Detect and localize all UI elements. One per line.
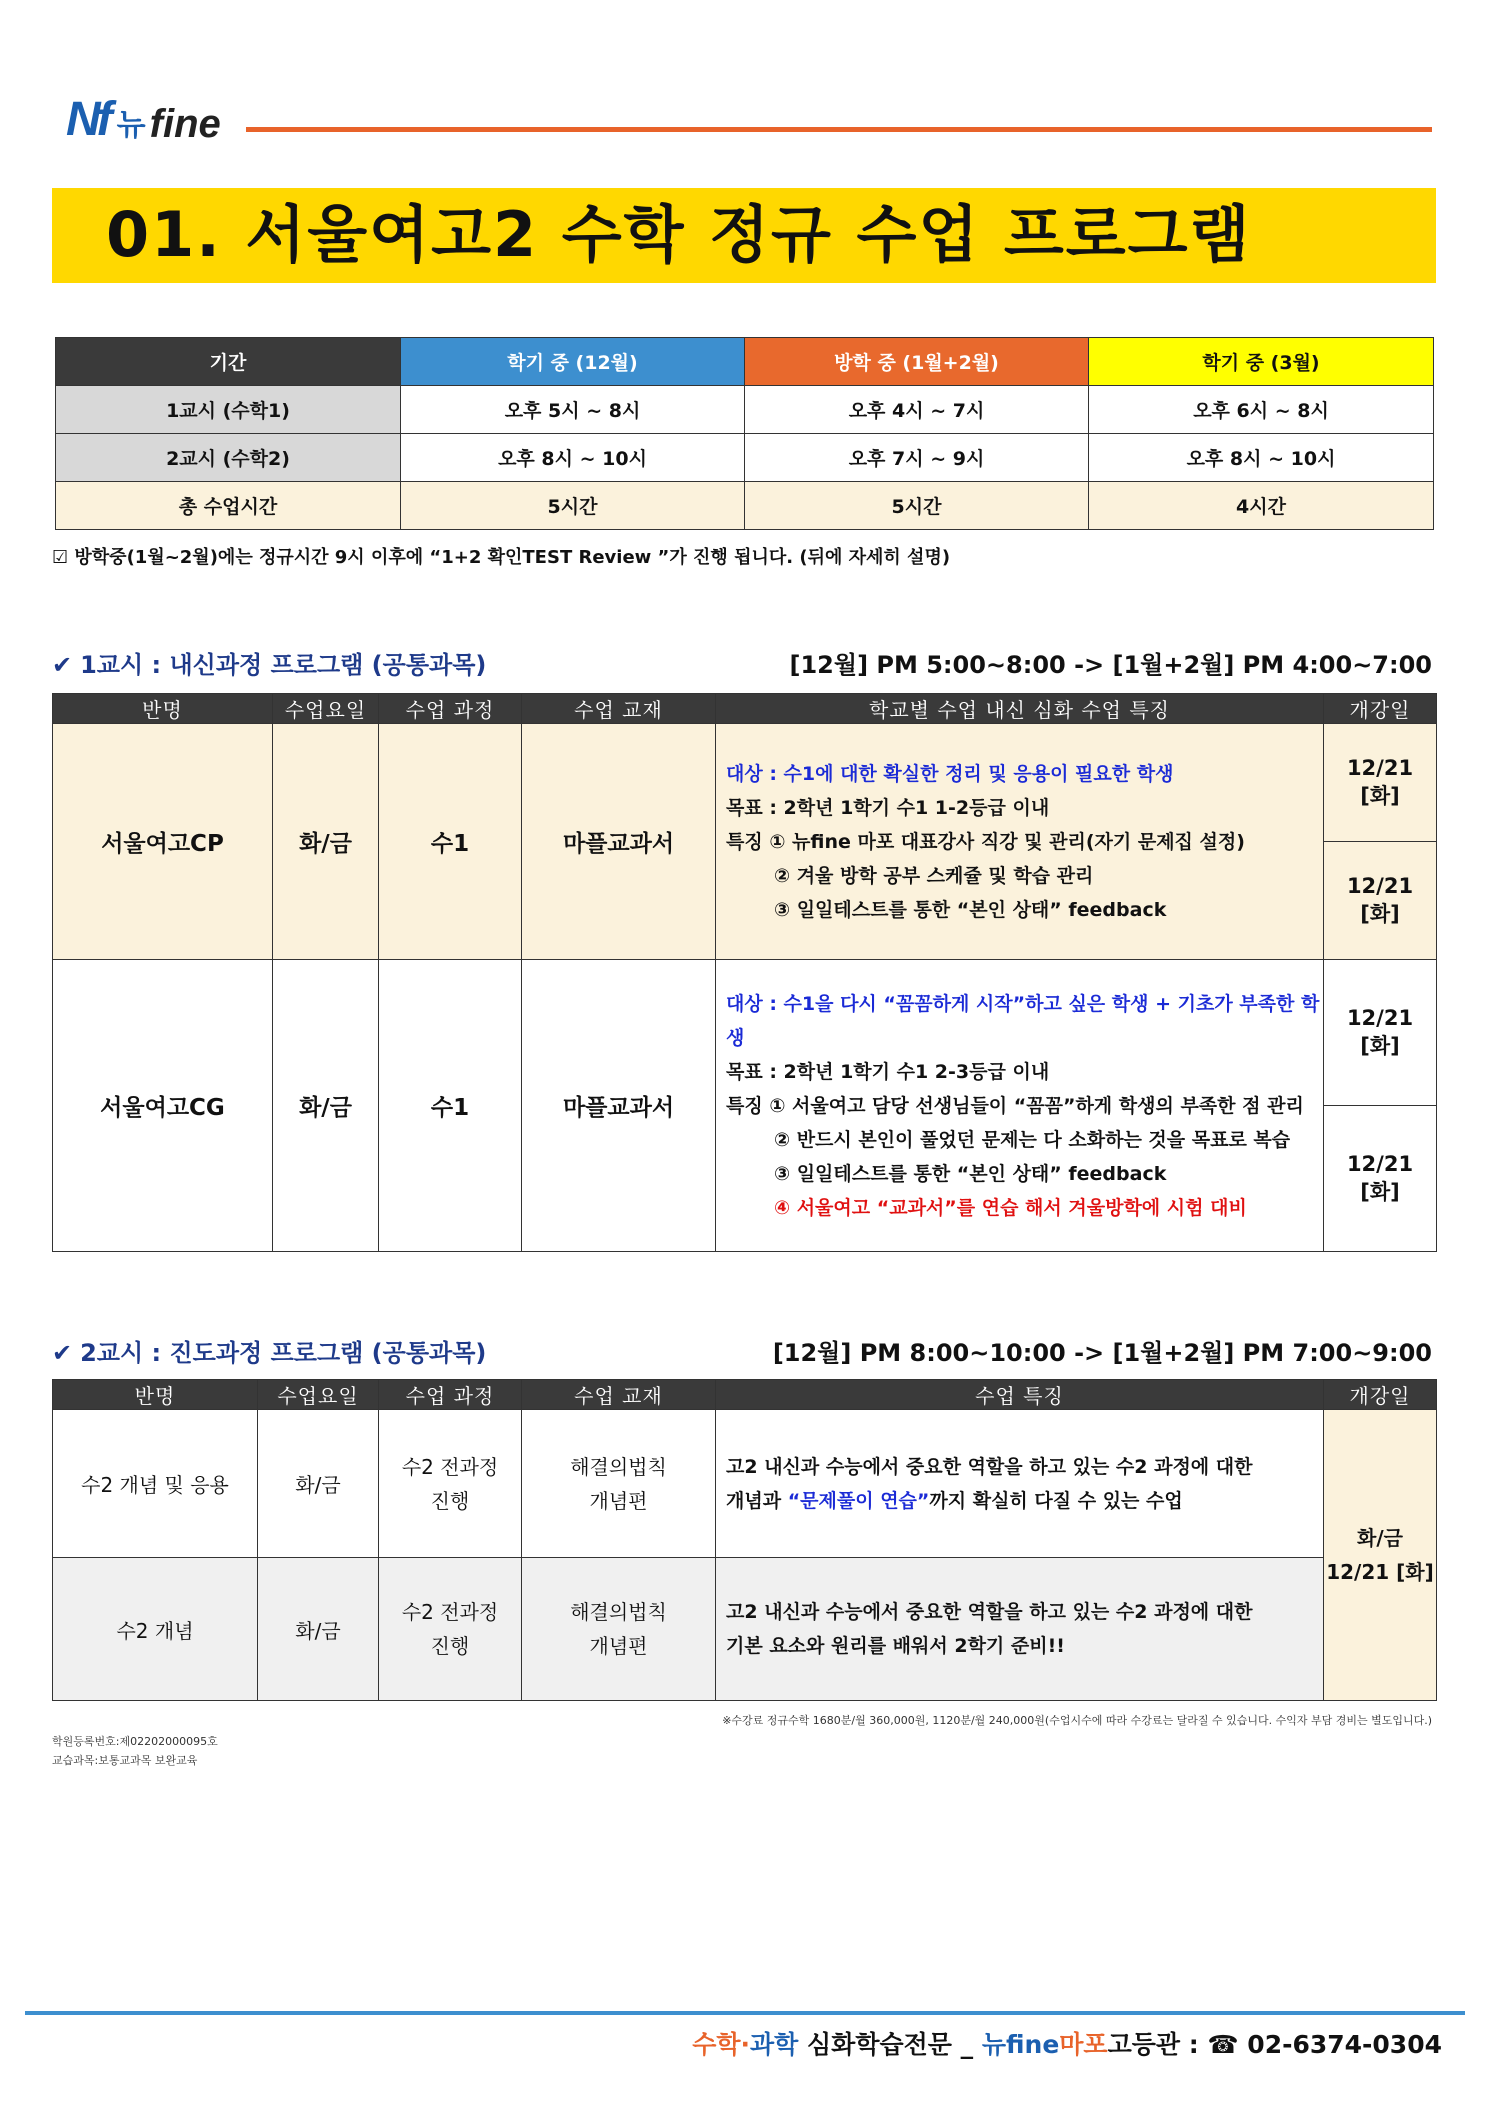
- check-icon: ✔: [52, 1339, 73, 1367]
- logo-new: 뉴: [116, 108, 146, 143]
- book-line: 해결의법칙: [570, 1454, 667, 1479]
- cell: 오후 7시 ~ 9시: [745, 434, 1089, 482]
- header-semester-dec: 학기 중 (12월): [401, 338, 745, 386]
- class-description: [716, 1558, 1324, 1701]
- class-table-2: [52, 1379, 1437, 1701]
- table-row: [53, 960, 1437, 1106]
- desc-text: 개념과: [726, 1489, 788, 1512]
- feature-text: ② 겨울 방학 공부 스케쥴 및 학습 관리: [774, 864, 1094, 887]
- target-text: 대상 : 수1을 다시 “꼼꼼하게 시작”하고 싶은 학생 + 기초가 부족한 학생: [726, 992, 1320, 1049]
- header-vacation: 방학 중 (1월+2월): [745, 338, 1089, 386]
- class-name: 서울여고CP: [53, 724, 273, 960]
- class-description: [716, 724, 1324, 960]
- class-book: [522, 1410, 716, 1558]
- class-book: 마플교과서: [522, 724, 716, 960]
- fee-note: ※수강료 정규수학 1680분/월 360,000원, 1120분/월 240,000원(수업시수에 따라 수강료는 달라질 수 있습니다. 수익자 부담 경비는 별도입니다.): [722, 1714, 1432, 1727]
- open-date: 12/21 [화]: [1324, 842, 1437, 960]
- book-line: 개념편: [589, 1634, 648, 1658]
- footer-science: 과학: [750, 2030, 799, 2059]
- section1-heading: [52, 645, 486, 680]
- section2-title: 2교시 : 진도과정 프로그램 (공통과목): [80, 1339, 487, 1367]
- col-header: 수업 과정: [379, 694, 522, 724]
- class-days: 화/금: [258, 1558, 379, 1701]
- open-date: 12/21 [화]: [1324, 1106, 1437, 1252]
- section2-heading: [52, 1333, 486, 1368]
- schedule-row: [56, 386, 1434, 434]
- table-row: [53, 724, 1437, 842]
- header-period: 기간: [56, 338, 401, 386]
- teaching-subject: 교습과목:보통교과목 보완교육: [52, 1754, 198, 1767]
- col-header: 반명: [53, 1380, 258, 1410]
- logo-fine: fine: [149, 102, 221, 146]
- cell: 오후 6시 ~ 8시: [1089, 386, 1434, 434]
- table-header-row: [53, 1380, 1437, 1410]
- table-row: [53, 1558, 1437, 1701]
- open-date-text: 12/21 [화]: [1326, 1560, 1434, 1584]
- section1-title: 1교시 : 내신과정 프로그램 (공통과목): [80, 651, 487, 679]
- col-header: 수업요일: [273, 694, 379, 724]
- class-table-1: [52, 693, 1437, 1252]
- header-divider: [246, 127, 1432, 132]
- col-header: 수업 과정: [379, 1380, 522, 1410]
- target-text: 대상 : 수1에 대한 확실한 정리 및 응용이 필요한 학생: [726, 762, 1174, 785]
- footer-divider: [25, 2011, 1465, 2015]
- desc-text: 까지 확실히 다질 수 있는 수업: [929, 1489, 1183, 1512]
- cell: 5시간: [745, 482, 1089, 530]
- course-line: 진행: [430, 1488, 470, 1513]
- col-header: 개강일: [1324, 1380, 1437, 1410]
- feature-text: 특징 ① 뉴fine 마포 대표강사 직강 및 관리(자기 문제집 설정): [726, 830, 1245, 853]
- cell: 오후 8시 ~ 10시: [401, 434, 745, 482]
- class-name: 수2 개념: [53, 1558, 258, 1701]
- desc-highlight: “문제풀이 연습”: [787, 1489, 930, 1512]
- desc-line: 고2 내신과 수능에서 중요한 역할을 하고 있는 수2 과정에 대한: [726, 1601, 1253, 1623]
- footer-brand: 뉴fine: [981, 2030, 1060, 2059]
- class-days: 화/금: [258, 1410, 379, 1558]
- book-line: 개념편: [589, 1488, 648, 1513]
- class-description: [716, 960, 1324, 1252]
- row-label: 2교시 (수학2): [56, 434, 401, 482]
- feature-text: ③ 일일테스트를 통한 “본인 상태” feedback: [774, 898, 1167, 921]
- col-header: 수업 교재: [522, 1380, 716, 1410]
- header-semester-mar: 학기 중 (3월): [1089, 338, 1434, 386]
- open-date: [1324, 1410, 1437, 1701]
- col-header: 반명: [53, 694, 273, 724]
- cell: 오후 4시 ~ 7시: [745, 386, 1089, 434]
- brand-logo: [66, 92, 221, 144]
- cell: 5시간: [401, 482, 745, 530]
- col-header: 수업 특징: [716, 1380, 1324, 1410]
- class-course: [379, 1410, 522, 1558]
- footer-contact: [692, 2025, 1442, 2061]
- class-book: [522, 1558, 716, 1701]
- course-line: 수2 전과정: [401, 1600, 499, 1624]
- goal-text: 목표 : 2학년 1학기 수1 1-2등급 이내: [726, 796, 1050, 819]
- feature-text: ④ 서울여고 “교과서”를 연습 해서 겨울방학에 시험 대비: [774, 1196, 1247, 1219]
- course-line: 진행: [430, 1634, 470, 1658]
- schedule-total-row: [56, 482, 1434, 530]
- class-course: 수1: [379, 960, 522, 1252]
- vacation-note: ☑ 방학중(1월~2월)에는 정규시간 9시 이후에 “1+2 확인TEST Review ”가 진행 됩니다. (뒤에 자세히 설명): [52, 547, 951, 568]
- class-name: 수2 개념 및 응용: [53, 1410, 258, 1558]
- cell: 4시간: [1089, 482, 1434, 530]
- book-line: 해결의법칙: [570, 1600, 667, 1624]
- row-label: 1교시 (수학1): [56, 386, 401, 434]
- class-book: 마플교과서: [522, 960, 716, 1252]
- cell: 오후 8시 ~ 10시: [1089, 434, 1434, 482]
- footer-math: 수학: [692, 2030, 741, 2059]
- col-header: 학교별 수업 내신 심화 수업 특징: [716, 694, 1324, 724]
- schedule-header-row: [56, 338, 1434, 386]
- cell: 오후 5시 ~ 8시: [401, 386, 745, 434]
- schedule-row: [56, 434, 1434, 482]
- page-title: 01. 서울여고2 수학 정규 수업 프로그램: [106, 198, 1252, 271]
- col-header: 개강일: [1324, 694, 1437, 724]
- table-row: [53, 1410, 1437, 1558]
- goal-text: 목표 : 2학년 1학기 수1 2-3등급 이내: [726, 1060, 1050, 1083]
- open-days: 화/금: [1357, 1526, 1403, 1550]
- open-date: 12/21 [화]: [1324, 724, 1437, 842]
- footer-dot: ·: [740, 2030, 751, 2059]
- desc-line: 고2 내신과 수능에서 중요한 역할을 하고 있는 수2 과정에 대한: [726, 1455, 1253, 1478]
- open-date: 12/21 [화]: [1324, 960, 1437, 1106]
- course-line: 수2 전과정: [401, 1454, 499, 1479]
- class-name: 서울여고CG: [53, 960, 273, 1252]
- class-days: 화/금: [273, 724, 379, 960]
- feature-text: 특징 ① 서울여고 담당 선생님들이 “꼼꼼”하게 학생의 부족한 점 관리: [726, 1094, 1304, 1117]
- desc-line: [726, 1484, 1323, 1518]
- section1-time: [12월] PM 5:00~8:00 -> [1월+2월] PM 4:00~7:00: [789, 651, 1432, 679]
- row-label: 총 수업시간: [56, 482, 401, 530]
- footer-text: 심화학습전문 _: [798, 2030, 982, 2059]
- title-banner: [52, 188, 1436, 283]
- check-icon: ✔: [52, 651, 73, 679]
- desc-line: 기본 요소와 원리를 배워서 2학기 준비!!: [726, 1635, 1065, 1657]
- class-course: 수1: [379, 724, 522, 960]
- class-description: [716, 1410, 1324, 1558]
- class-days: 화/금: [273, 960, 379, 1252]
- footer-branch: 마포: [1059, 2030, 1108, 2059]
- feature-text: ③ 일일테스트를 통한 “본인 상태” feedback: [774, 1162, 1167, 1185]
- col-header: 수업 교재: [522, 694, 716, 724]
- table-header-row: [53, 694, 1437, 724]
- col-header: 수업요일: [258, 1380, 379, 1410]
- section2-time: [12월] PM 8:00~10:00 -> [1월+2월] PM 7:00~9:00: [772, 1339, 1432, 1367]
- logo-mark: Nf: [66, 93, 109, 146]
- registration-number: 학원등록번호:제02202000095호: [52, 1735, 218, 1748]
- feature-text: ② 반드시 본인이 풀었던 문제는 다 소화하는 것을 목표로 복습: [774, 1128, 1291, 1151]
- schedule-table: [55, 337, 1434, 530]
- class-course: [379, 1558, 522, 1701]
- footer-phone: 고등관 : ☎ 02-6374-0304: [1107, 2030, 1442, 2059]
